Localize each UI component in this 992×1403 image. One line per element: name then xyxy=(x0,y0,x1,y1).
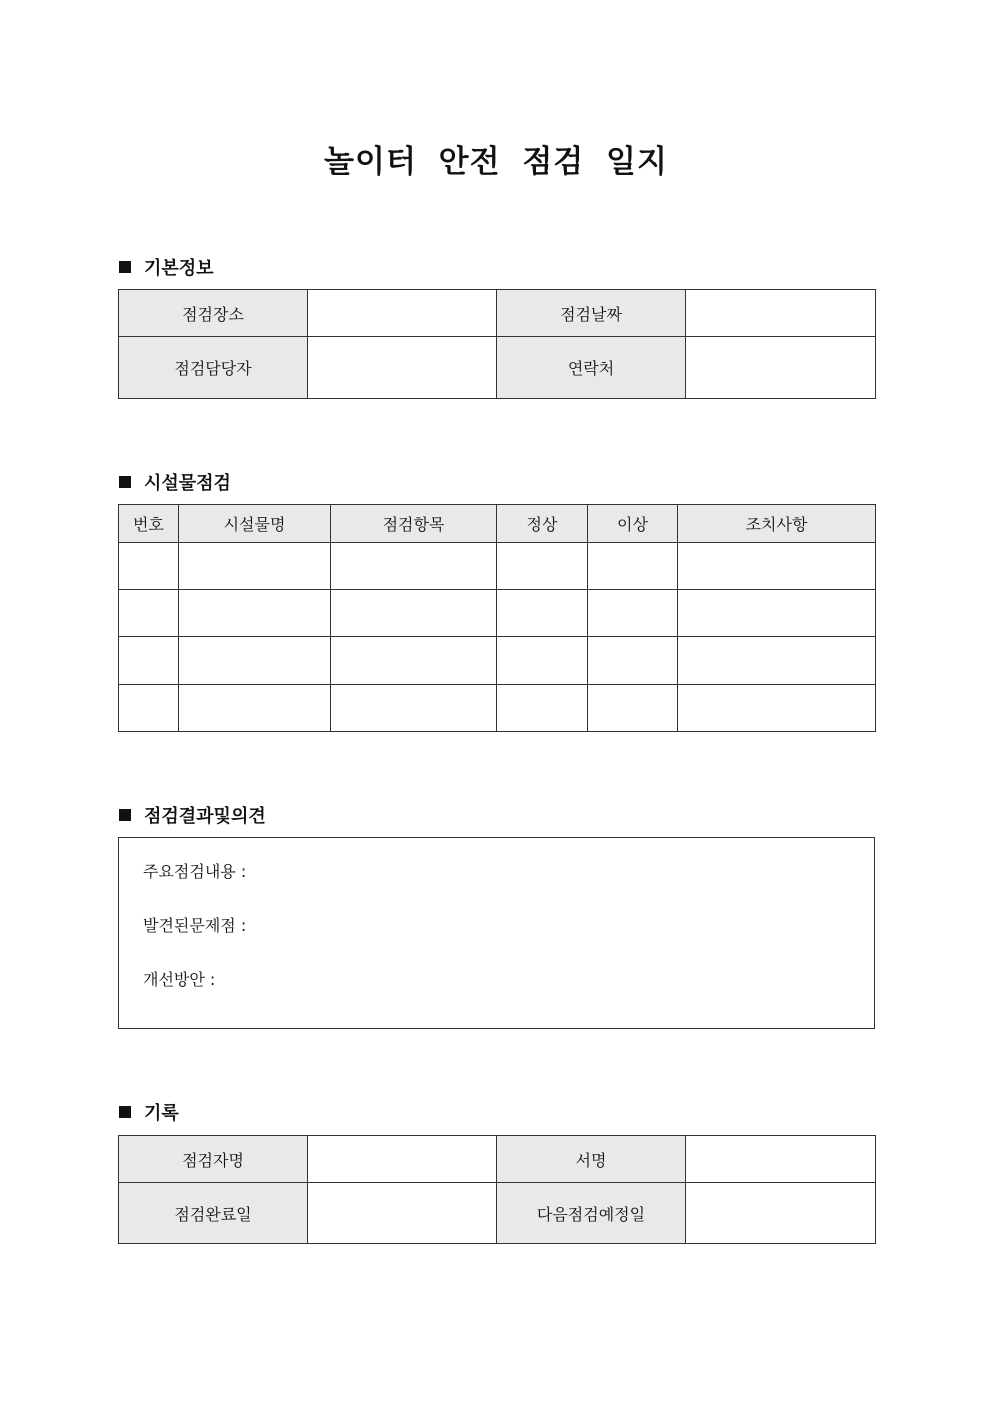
signature-field[interactable] xyxy=(686,1136,876,1183)
place-field[interactable] xyxy=(308,290,497,337)
facility-table xyxy=(118,504,876,732)
table-row xyxy=(119,637,876,685)
section-basic-heading xyxy=(119,254,214,280)
section-basic-label: 기본정보 xyxy=(144,258,214,279)
table-cell[interactable] xyxy=(678,543,876,590)
table-cell[interactable] xyxy=(678,685,876,732)
section-record-heading xyxy=(119,1099,179,1125)
section-record-label: 기록 xyxy=(144,1103,179,1124)
col-header-item: 점검항목 xyxy=(331,505,497,543)
table-cell[interactable] xyxy=(678,637,876,685)
table-cell[interactable] xyxy=(497,685,588,732)
col-header-normal: 정상 xyxy=(497,505,588,543)
table-cell[interactable] xyxy=(331,685,497,732)
table-cell[interactable] xyxy=(119,685,179,732)
section-result-label: 점검결과및의견 xyxy=(144,806,266,827)
square-bullet-icon xyxy=(119,809,131,821)
basic-info-table xyxy=(118,289,876,399)
table-cell[interactable] xyxy=(179,637,331,685)
date-label: 점검날짜 xyxy=(497,290,686,337)
signature-label: 서명 xyxy=(497,1136,686,1183)
inspector-label: 점검자명 xyxy=(119,1136,308,1183)
table-cell[interactable] xyxy=(179,543,331,590)
table-cell[interactable] xyxy=(119,590,179,637)
square-bullet-icon xyxy=(119,1106,131,1118)
table-cell[interactable] xyxy=(331,590,497,637)
square-bullet-icon xyxy=(119,476,131,488)
table-row xyxy=(119,543,876,590)
completed-date-label: 점검완료일 xyxy=(119,1183,308,1244)
manager-field[interactable] xyxy=(308,337,497,399)
contact-field[interactable] xyxy=(686,337,876,399)
col-header-number: 번호 xyxy=(119,505,179,543)
col-header-action: 조치사항 xyxy=(678,505,876,543)
table-cell[interactable] xyxy=(119,637,179,685)
manager-label: 점검담당자 xyxy=(119,337,308,399)
table-cell[interactable] xyxy=(179,590,331,637)
table-cell[interactable] xyxy=(119,543,179,590)
table-cell[interactable] xyxy=(497,543,588,590)
table-cell[interactable] xyxy=(588,685,678,732)
main-content-label: 주요점검내용 : xyxy=(143,862,247,881)
section-facility-label: 시설물점검 xyxy=(144,473,231,494)
table-cell[interactable] xyxy=(331,637,497,685)
table-cell[interactable] xyxy=(588,543,678,590)
inspector-field[interactable] xyxy=(308,1136,497,1183)
next-date-field[interactable] xyxy=(686,1183,876,1244)
table-cell[interactable] xyxy=(588,590,678,637)
next-date-label: 다음점검예정일 xyxy=(497,1183,686,1244)
col-header-abnormal: 이상 xyxy=(588,505,678,543)
table-cell[interactable] xyxy=(179,685,331,732)
page-title: 놀이터 안전 점검 일지 xyxy=(324,144,668,180)
table-cell[interactable] xyxy=(678,590,876,637)
table-cell[interactable] xyxy=(497,590,588,637)
improvement-label: 개선방안 : xyxy=(143,970,216,989)
section-facility-heading xyxy=(119,469,231,495)
table-row xyxy=(119,590,876,637)
table-cell[interactable] xyxy=(497,637,588,685)
col-header-facility: 시설물명 xyxy=(179,505,331,543)
table-cell[interactable] xyxy=(331,543,497,590)
record-table xyxy=(118,1135,876,1244)
place-label: 점검장소 xyxy=(119,290,308,337)
completed-date-field[interactable] xyxy=(308,1183,497,1244)
opinion-box[interactable] xyxy=(118,837,875,1029)
table-row xyxy=(119,685,876,732)
square-bullet-icon xyxy=(119,261,131,273)
table-cell[interactable] xyxy=(588,637,678,685)
found-issues-label: 발견된문제점 : xyxy=(143,916,247,935)
contact-label: 연락처 xyxy=(497,337,686,399)
section-result-heading xyxy=(119,802,266,828)
date-field[interactable] xyxy=(686,290,876,337)
